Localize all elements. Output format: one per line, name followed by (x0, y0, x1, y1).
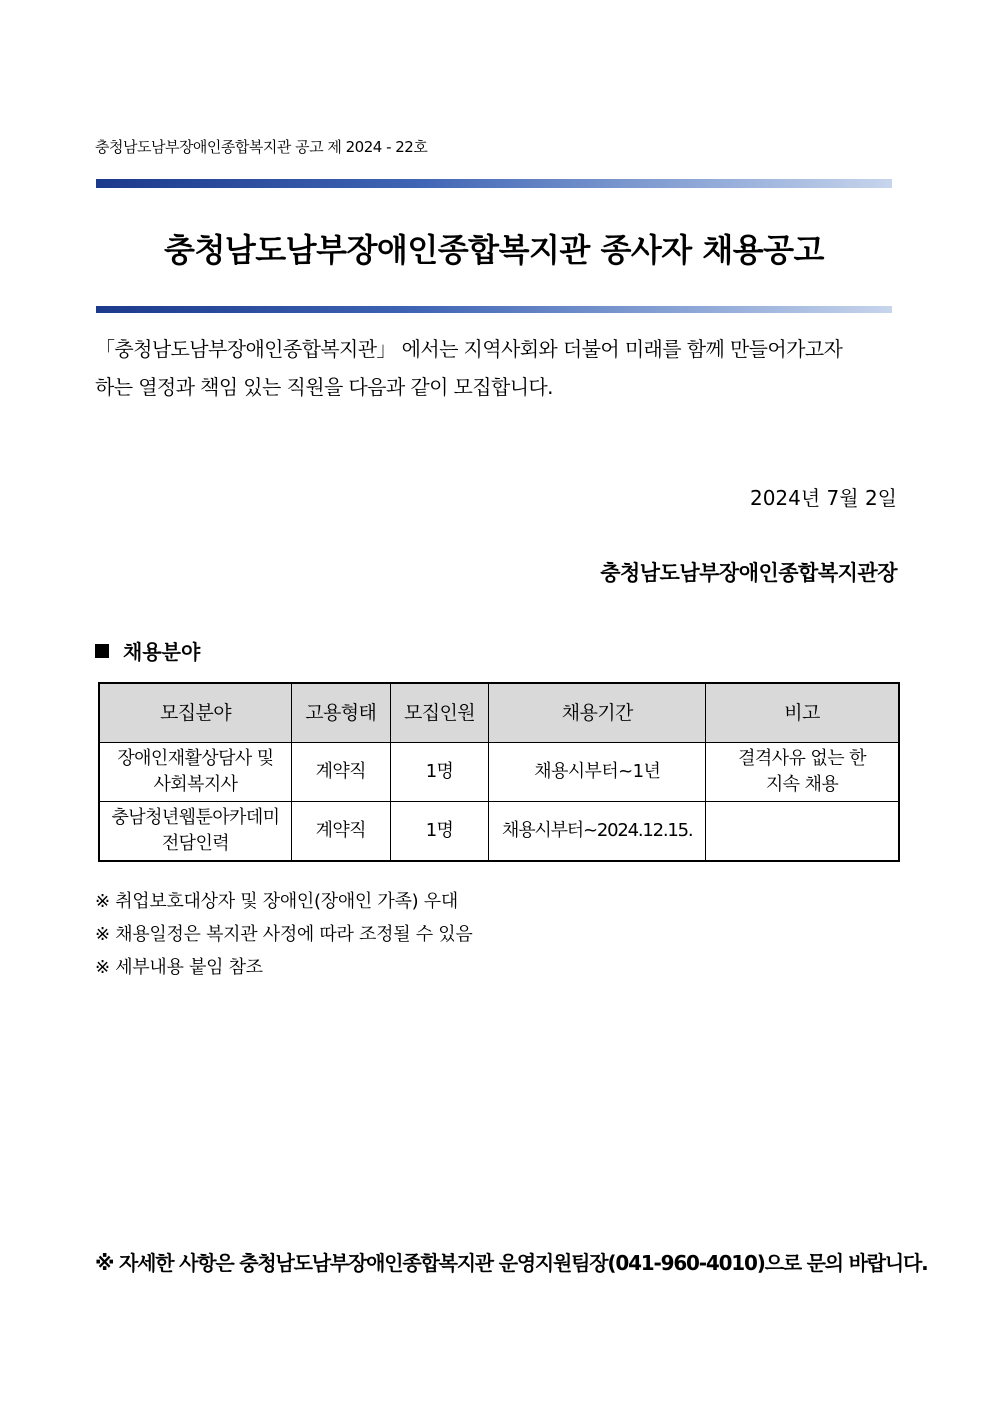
page-title: 충청남도남부장애인종합복지관 종사자 채용공고 (164, 231, 824, 269)
note-item: ※ 취업보호대상자 및 장애인(장애인 가족) 우대 (95, 891, 458, 912)
section-heading-label: 채용분야 (123, 640, 201, 664)
field-line: 사회복지사 (153, 774, 238, 795)
column-header: 고용형태 (291, 683, 390, 743)
signer: 충청남도남부장애인종합복지관장 (600, 561, 897, 585)
note-cell (706, 743, 899, 802)
employment-type-cell: 계약직 (291, 802, 390, 862)
notice-number: 충청남도남부장애인종합복지관 공고 제 2024 - 22호 (95, 138, 428, 156)
note-cell (706, 802, 899, 862)
period-cell: 채용시부터~2024.12.15. (489, 802, 706, 862)
column-header: 모집인원 (390, 683, 489, 743)
intro-line-1: 「충청남도남부장애인종합복지관」 에서는 지역사회와 더불어 미래를 함께 만들어가고자 (95, 337, 843, 361)
title-top-rule (96, 179, 892, 188)
square-bullet-icon (95, 644, 109, 658)
note-item: ※ 채용일정은 복지관 사정에 따라 조정될 수 있음 (95, 924, 473, 945)
note-item: ※ 세부내용 붙임 참조 (95, 957, 263, 978)
intro-line-2: 하는 열정과 책임 있는 직원을 다음과 같이 모집합니다. (95, 375, 553, 399)
field-cell (99, 743, 291, 802)
table-row (99, 802, 899, 862)
column-header: 채용기간 (489, 683, 706, 743)
note-line: 결격사유 없는 한 (738, 748, 866, 769)
notes-list (95, 885, 472, 984)
field-line: 장애인재활상담사 및 (117, 748, 274, 769)
period-cell: 채용시부터~1년 (489, 743, 706, 802)
field-line: 전담인력 (161, 833, 230, 854)
field-line: 충남청년웹툰아카데미 (111, 807, 280, 828)
table-header-row (99, 683, 899, 743)
field-cell (99, 802, 291, 862)
column-header: 모집분야 (99, 683, 291, 743)
contact-notice: ※ 자세한 사항은 충청남도남부장애인종합복지관 운영지원팀장(041-960-4010)으로 문의 바랍니다. (95, 1251, 928, 1275)
section-heading (95, 636, 200, 665)
column-header: 비고 (706, 683, 899, 743)
title-bottom-rule (96, 306, 892, 313)
intro-paragraph (95, 330, 900, 406)
table-row (99, 743, 899, 802)
recruitment-table (98, 682, 900, 862)
employment-type-cell: 계약직 (291, 743, 390, 802)
note-line: 지속 채용 (765, 774, 839, 795)
headcount-cell: 1명 (390, 743, 489, 802)
announcement-date: 2024년 7월 2일 (749, 486, 897, 510)
headcount-cell: 1명 (390, 802, 489, 862)
